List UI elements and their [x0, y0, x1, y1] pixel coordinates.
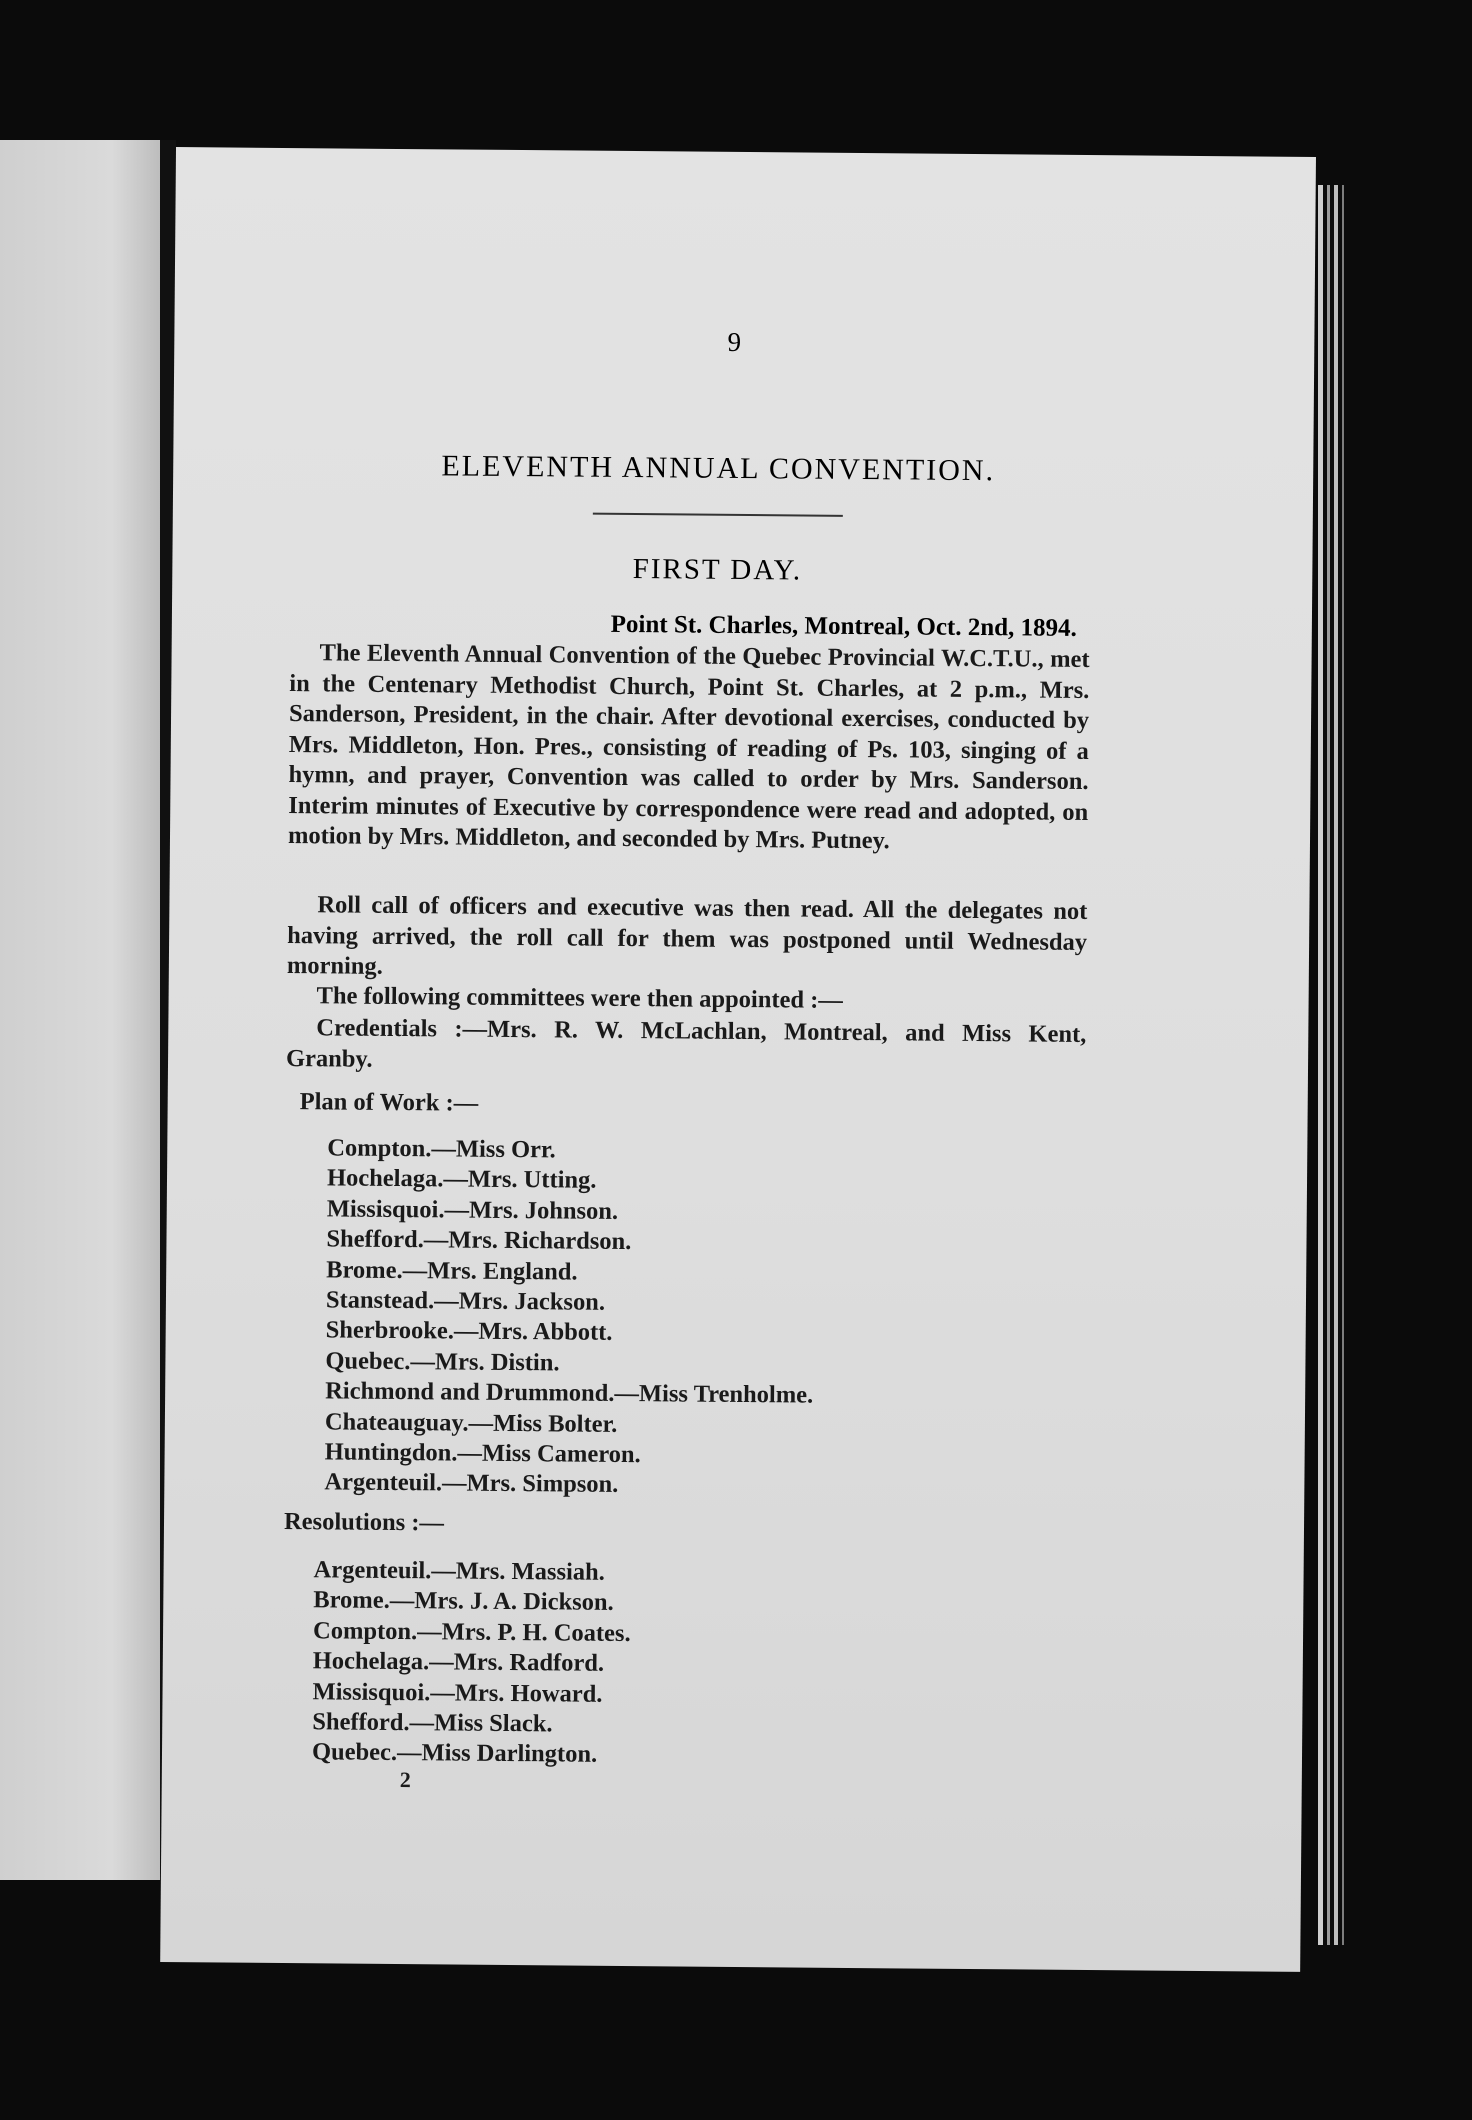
list-item: Richmond and Drummond.—Miss Trenholme. — [325, 1377, 814, 1409]
resolutions-heading: Resolutions :— — [283, 1508, 445, 1537]
title-divider — [593, 513, 843, 517]
paragraph-committees: The following committees were then appointed :— — [316, 982, 843, 1014]
plan-of-work-heading: Plan of Work :— — [299, 1088, 479, 1117]
paragraph-opening: The Eleventh Annual Convention of the Quebec Provincial W.C.T.U., met in the Centenary Methodist Church, Point St. Charles, at 2 p.m., Mrs. Sanderson, President, in the chair. After devotional exercises, conducted by Mrs. Middleton, Hon. Pres., consisting of reading of Ps. 103, singing of a hymn, and prayer, Convention was called to order by Mrs. Sanderson. Interim minutes of Executive by correspondence were read and adopted, on motion by Mrs. Middleton, and seconded by Mrs. Putney. — [287, 639, 1090, 855]
list-item: Stanstead.—Mrs. Jackson. — [325, 1286, 606, 1316]
list-item: Quebec.—Mrs. Distin. — [325, 1347, 560, 1377]
list-item: Compton.—Miss Orr. — [327, 1134, 556, 1164]
resolutions-list — [312, 1555, 631, 1770]
list-item: Sherbrooke.—Mrs. Abbott. — [325, 1316, 613, 1347]
list-item: Huntingdon.—Miss Cameron. — [324, 1438, 641, 1469]
list-item: Argenteuil.—Mrs. Massiah. — [313, 1556, 605, 1586]
list-item: Shefford.—Miss Slack. — [312, 1708, 553, 1738]
list-item: Compton.—Mrs. P. H. Coates. — [312, 1617, 631, 1647]
page-edge — [1318, 185, 1323, 1945]
paragraph-credentials: Credentials :—Mrs. R. W. McLachlan, Montreal, and Miss Kent, Granby. — [285, 1014, 1087, 1073]
document-title: ELEVENTH ANNUAL CONVENTION. — [441, 449, 996, 488]
list-item: Brome.—Mrs. England. — [326, 1255, 578, 1286]
page-number: 9 — [727, 326, 742, 357]
list-item: Missisquoi.—Mrs. Howard. — [312, 1677, 603, 1708]
list-item: Hochelaga.—Mrs. Radford. — [312, 1647, 605, 1677]
page-edge — [1327, 185, 1330, 1945]
list-item: Hochelaga.—Mrs. Utting. — [326, 1164, 597, 1195]
facing-page-edge — [0, 140, 160, 1880]
signature-mark: 2 — [399, 1767, 411, 1793]
page-edge — [1342, 185, 1344, 1945]
paragraph-roll-call: Roll call of officers and executive was then read. All the delegates not having arrived, the roll call for them was postponed until Wednesday morning. — [286, 891, 1088, 980]
dateline: Point St. Charles, Montreal, Oct. 2nd, 1894. — [610, 610, 1077, 642]
list-item: Chateauguay.—Miss Bolter. — [324, 1407, 618, 1438]
section-heading: FIRST DAY. — [632, 553, 803, 587]
document-page — [160, 147, 1316, 1972]
page-edge — [1334, 185, 1338, 1945]
list-item: Shefford.—Mrs. Richardson. — [326, 1225, 632, 1256]
list-item: Argenteuil.—Mrs. Simpson. — [324, 1468, 619, 1499]
list-item: Brome.—Mrs. J. A. Dickson. — [313, 1586, 614, 1617]
plan-of-work-list — [324, 1133, 815, 1502]
list-item: Missisquoi.—Mrs. Johnson. — [326, 1195, 619, 1225]
list-item: Quebec.—Miss Darlington. — [311, 1738, 598, 1769]
